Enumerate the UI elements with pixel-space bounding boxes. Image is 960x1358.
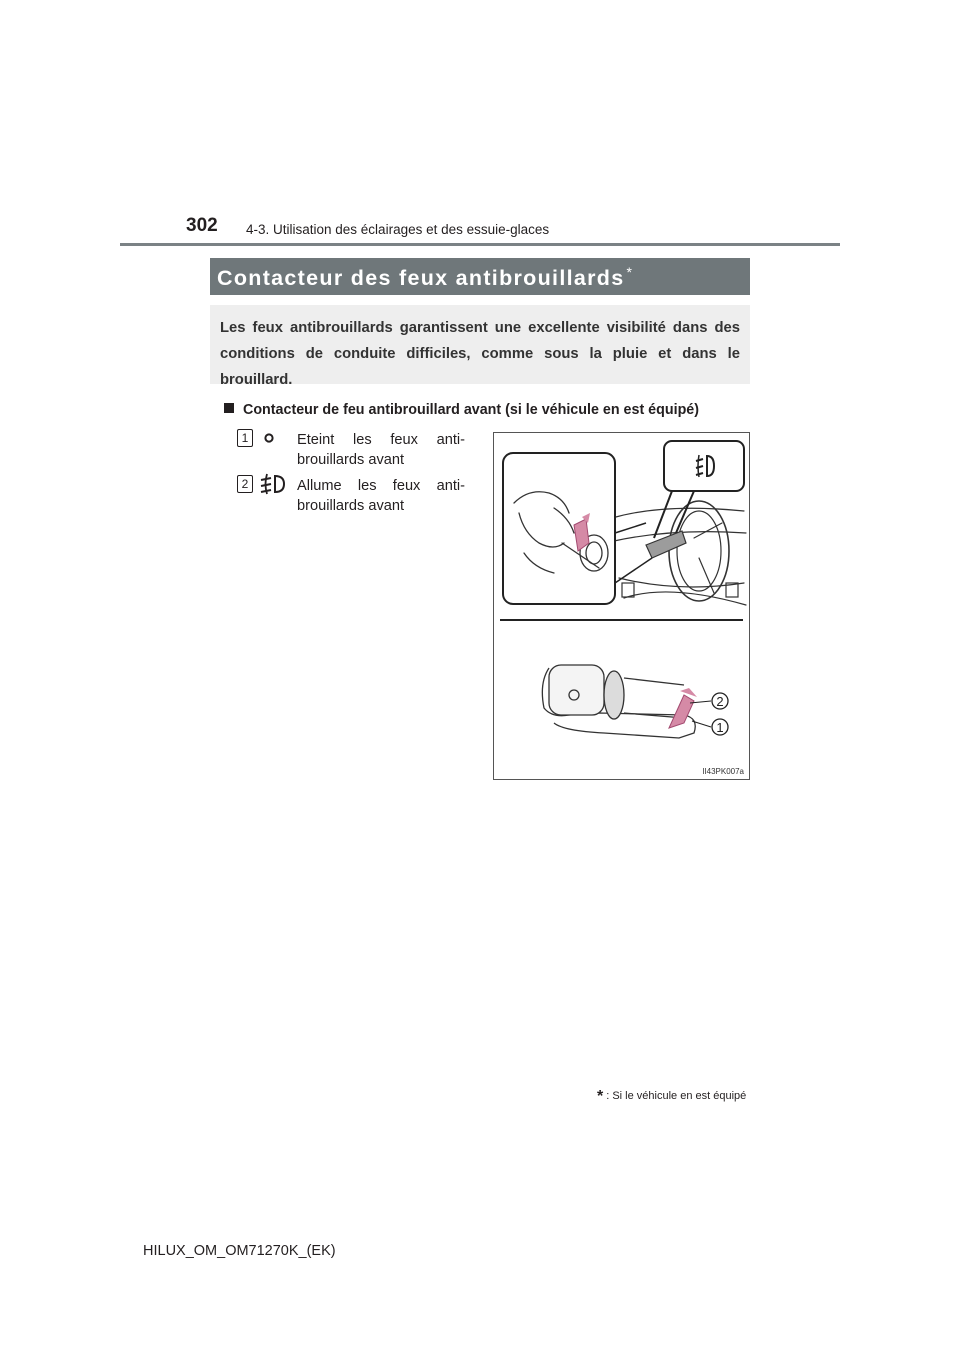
footnote [597,1088,746,1106]
figure-callout-1: 1 [716,720,724,735]
item-1-line-2: brouillards avant [297,452,405,468]
item-2-line-1: Allume les feux anti- [297,478,465,494]
item-number-1: 1 [237,429,253,447]
title-asterisk: * [626,264,634,280]
item-1-line-1: Eteint les feux anti- [297,432,465,448]
square-bullet-icon [224,403,234,413]
footnote-asterisk: * [597,1088,604,1105]
footnote-text: : Si le véhicule en est équipé [606,1090,747,1102]
header-rule [120,243,840,246]
page-number: 302 [186,215,218,236]
figure-code: II43PK007a [702,767,744,776]
intro-text: Les feux antibrouillards garantissent une excellente visibilité dans des conditions de conduite difficiles, comme sous la pluie et dans le brouillard. [220,320,740,388]
subsection-heading [224,402,699,418]
document-code: HILUX_OM_OM71270K_(EK) [143,1243,336,1259]
intro-box [210,305,750,388]
item-2-line-2: brouillards avant [297,498,405,514]
title-bar [210,258,750,295]
off-icon [262,431,276,445]
fog-light-switch-illustration [494,433,749,779]
subsection-title: Contacteur de feu antibrouillard avant (si le véhicule en est équipé) [243,402,700,418]
section-header: 4-3. Utilisation des éclairages et des essuie-glaces [246,222,550,237]
item-2-description [297,476,465,516]
item-1-description [297,430,465,470]
figure-illustration [493,432,750,780]
figure-callout-2: 2 [716,694,724,709]
item-number-2: 2 [237,475,253,493]
front-fog-light-icon [258,472,288,496]
page-title-text: Contacteur des feux antibrouillards [217,266,625,290]
page-title [217,264,633,291]
